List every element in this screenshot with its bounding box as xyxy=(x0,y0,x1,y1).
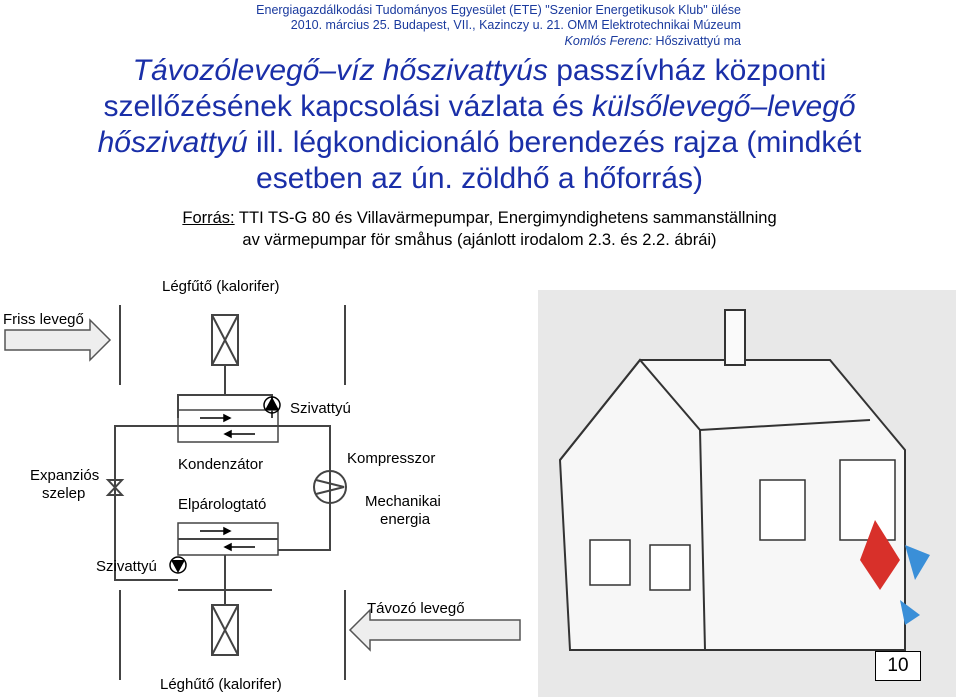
slide-title-line-2: szellőzésének kapcsolási vázlata és külsőlevegő–levegő xyxy=(103,90,856,123)
pump-icon-bottom xyxy=(170,557,186,573)
pump-bottom-label: Szivattyú xyxy=(96,558,157,575)
slide-title-line-4: esetben az ún. zöldhő a hőforrás) xyxy=(256,162,703,195)
topic: Hőszivattyú ma xyxy=(655,34,741,48)
compressor-label: Kompresszor xyxy=(347,450,436,467)
header-line-2: 2010. március 25. Budapest, VII., Kazinczy u. 21. OMM Elektrotechnikai Múzeum xyxy=(290,18,741,32)
expansion-valve-label-1: Expanziós xyxy=(30,467,100,484)
condenser-label: Kondenzátor xyxy=(178,456,264,473)
slide-title-line-3: hőszivattyú ill. légkondicionáló berendezés rajza (mindkét xyxy=(97,126,862,159)
mechanical-energy-label-1: Mechanikai xyxy=(365,493,441,510)
page-number: 10 xyxy=(875,651,921,681)
expansion-valve-label-2: szelep xyxy=(42,485,86,502)
fresh-air-label: Friss levegő xyxy=(3,311,84,328)
mechanical-energy-label-2: energia xyxy=(380,511,431,528)
exhaust-air-label: Távozó levegő xyxy=(367,600,465,617)
heater-top-label: Légfűtő (kalorifer) xyxy=(162,278,280,295)
house-illustration xyxy=(538,290,956,697)
author: Komlós Ferenc: xyxy=(564,34,653,48)
source-line-1: Forrás: TTI TS-G 80 és Villavärmepumpar, Energimyndighetens sammanställning xyxy=(182,209,777,227)
source-line-2: av värmepumpar för småhus (ajánlott irodalom 2.3. és 2.2. ábrái) xyxy=(242,231,717,249)
evaporator-label: Elpárologtató xyxy=(178,496,267,513)
pump-top-label: Szivattyú xyxy=(290,400,351,417)
header-line-1: Energiagazdálkodási Tudományos Egyesület (ETE) "Szenior Energetikusok Klub" ülése xyxy=(256,3,741,17)
slide-title-line-1: Távozólevegő–víz hőszivattyús passzívház központi xyxy=(132,54,827,87)
cooler-bottom-label: Léghűtő (kalorifer) xyxy=(160,676,282,693)
